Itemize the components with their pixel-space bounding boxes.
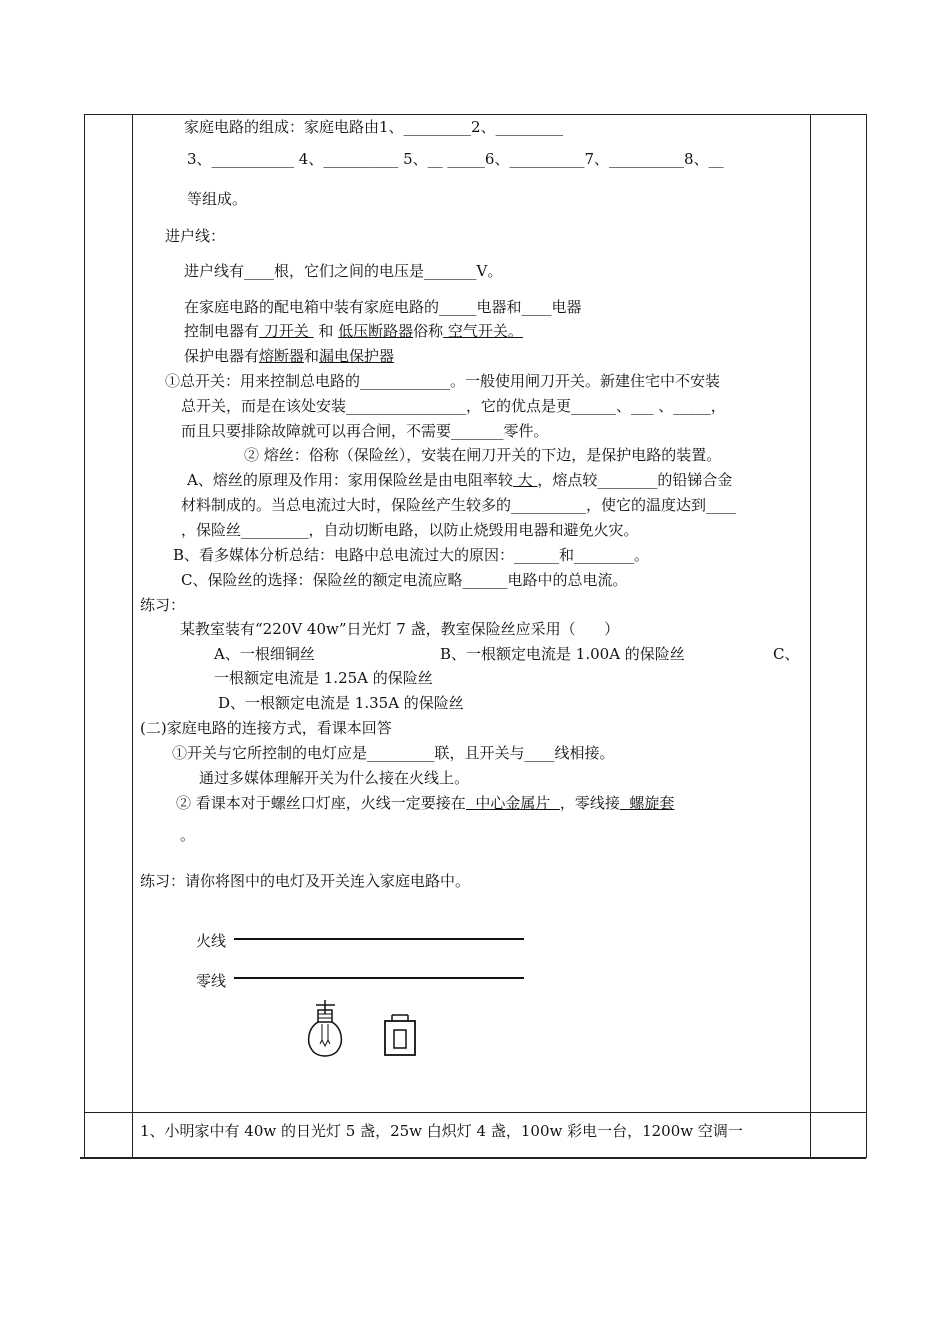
protect-fuse: 熔断器 <box>259 347 305 365</box>
fuse-line-c: C、保险丝的选择：保险丝的额定电流应略______电路中的总电流。 <box>181 571 628 589</box>
main-switch-line-1: ①总开关：用来控制总电路的____________。一般使用闸刀开关。新建住宅中不安装 <box>165 372 721 390</box>
fuse-line-b: B、看多媒体分析总结：电路中总电流过大的原因：______和________。 <box>173 546 650 564</box>
connection-l3-mid: ，零线接 <box>559 794 620 812</box>
protect-prefix: 保护电器有 <box>184 347 260 365</box>
table-top-border <box>84 114 866 115</box>
entry-heading: 进户线： <box>165 227 226 245</box>
exercise1-option-c: 一根额定电流是 1.25A 的保险丝 <box>214 669 433 687</box>
control-devices-line <box>184 322 523 340</box>
connection-l3-prefix: ② 看课本对于螺丝口灯座，火线一定要接在 <box>176 794 466 812</box>
exercise1-option-d: D、一根额定电流是 1.35A 的保险丝 <box>218 694 464 712</box>
table-col-divider-1 <box>132 114 133 1158</box>
entry-line-2: 在家庭电路的配电箱中装有家庭电路的_____电器和____电器 <box>184 298 582 316</box>
control-air-switch: 空气开关。 <box>443 322 523 340</box>
neutral-wire-label: 零线 <box>196 972 227 990</box>
table-row-divider <box>84 1112 866 1113</box>
fuse-line-a <box>187 471 732 489</box>
connection-line-2: 通过多媒体理解开关为什么接在火线上。 <box>199 769 470 787</box>
neutral-wire <box>234 977 524 979</box>
next-row-text: 1、小明家中有 40w 的日光灯 5 盏，25w 白炽灯 4 盏，100w 彩电一台，1200w 空调一 <box>140 1122 743 1140</box>
control-knife-switch: 刀开关 <box>259 322 314 340</box>
fuse-a-answer: 大 <box>512 471 538 489</box>
fuse-a-prefix: A、熔丝的原理及作用：家用保险丝是由电阻率较 <box>187 471 513 489</box>
table-left-border <box>84 114 85 1158</box>
composition-line-1: 家庭电路的组成：家庭电路由1、_________2、_________ <box>184 118 564 136</box>
protect-devices-line <box>184 347 394 365</box>
fuse-line-a2: 材料制成的。当总电流过大时，保险丝产生较多的__________，使它的温度达到____ <box>181 496 737 514</box>
protect-leakage: 漏电保护器 <box>319 347 395 365</box>
exercise1-heading: 练习： <box>140 596 186 614</box>
table-bottom-border <box>80 1157 866 1159</box>
connection-line-1: ①开关与它所控制的电灯应是_________联，且开关与____线相接。 <box>172 744 615 762</box>
light-bulb-icon <box>300 996 360 1068</box>
control-prefix: 控制电器有 <box>184 322 260 340</box>
main-switch-line-2: 总开关，而是在该处安装________________，它的优点是更______、___ 、_____， <box>181 397 726 415</box>
connection-line-3 <box>176 794 674 812</box>
control-and: 和 <box>313 322 339 340</box>
fuse-line-a3: ，保险丝_________，自动切断电路，以防止烧毁用电器和避免火灾。 <box>181 521 639 539</box>
connection-screw-shell: 螺旋套 <box>619 794 675 812</box>
fuse-line-1: ② 熔丝：俗称（保险丝），安装在闸刀开关的下边，是保护电路的装置。 <box>244 446 722 464</box>
table-col-divider-2 <box>810 114 811 1158</box>
entry-line-1: 进户线有____根，它们之间的电压是_______V。 <box>184 262 503 280</box>
main-switch-line-3: 而且只要排除故障就可以再合闸，不需要_______零件。 <box>181 422 549 440</box>
connection-line-4: 。 <box>180 826 196 844</box>
exercise1-option-c-lead: C、 <box>773 645 800 663</box>
exercise2-heading: 练习：请你将图中的电灯及开关连入家庭电路中。 <box>140 872 471 890</box>
control-breaker: 低压断路器 <box>338 322 414 340</box>
fuse-a-suffix: ，熔点较________的铅锑合金 <box>537 471 733 489</box>
connection-center-contact: 中心金属片 <box>465 794 560 812</box>
table-right-border <box>866 114 867 1158</box>
exercise1-option-b: B、一根额定电流是 1.00A 的保险丝 <box>440 645 685 663</box>
composition-line-3: 等组成。 <box>187 190 248 208</box>
live-wire <box>234 938 524 940</box>
switch-icon <box>382 1013 418 1059</box>
protect-and: 和 <box>304 347 320 365</box>
live-wire-label: 火线 <box>196 932 227 950</box>
control-aka: 俗称 <box>413 322 444 340</box>
exercise1-question: 某教室装有“220V 40w”日光灯 7 盏，教室保险丝应采用（ ） <box>180 620 620 638</box>
composition-line-2: 3、___________ 4、__________ 5、__ _____6、__________7、__________8、__ <box>187 150 724 168</box>
connection-heading: (二)家庭电路的连接方式，看课本回答 <box>140 719 392 737</box>
exercise1-option-a: A、一根细铜丝 <box>214 645 315 663</box>
